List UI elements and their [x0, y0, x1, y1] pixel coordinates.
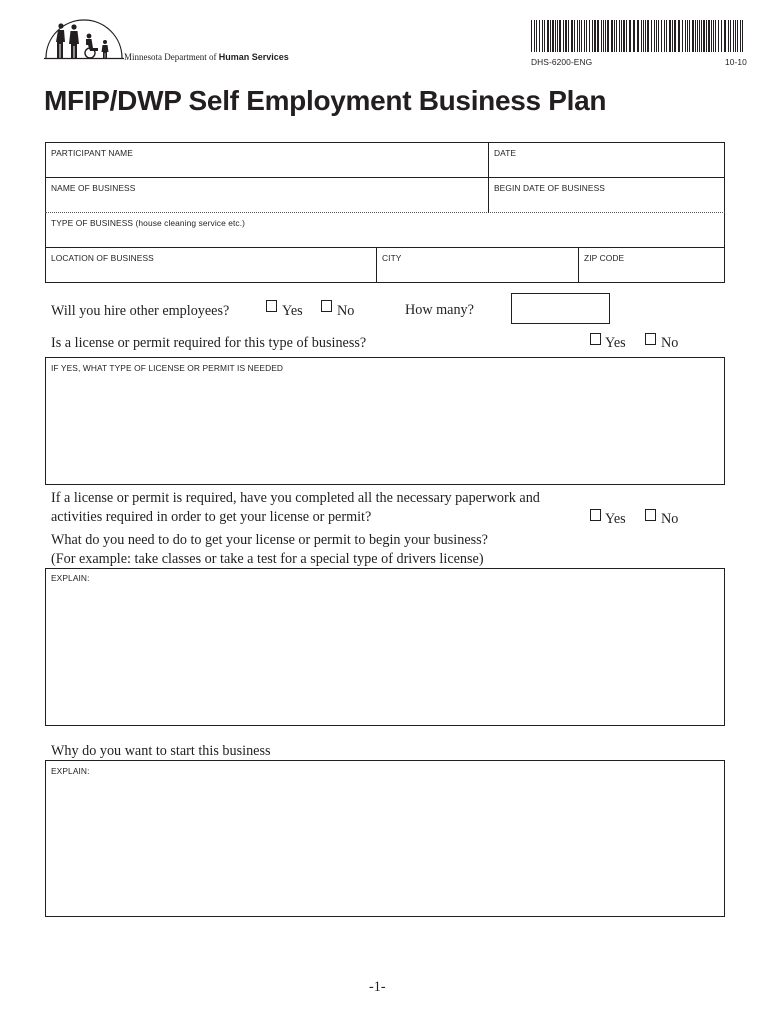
paperwork-no-label: No	[661, 511, 679, 527]
why-explain-label: EXPLAIN:	[51, 766, 90, 776]
paperwork-question-line2: activities required in order to get your license or permit?	[51, 509, 372, 525]
paperwork-no-checkbox[interactable]	[645, 509, 656, 521]
need-explain-label: EXPLAIN:	[51, 573, 90, 583]
license-no-checkbox[interactable]	[645, 333, 656, 345]
city-field[interactable]	[377, 248, 577, 282]
business-type-label: TYPE OF BUSINESS (house cleaning service etc.)	[51, 218, 246, 228]
barcode-icon	[531, 20, 745, 52]
date-label: DATE	[494, 148, 517, 158]
city-label: CITY	[382, 253, 402, 263]
dhs-logo-icon	[44, 18, 124, 64]
page-number: -1-	[369, 979, 386, 995]
hire-yes-checkbox[interactable]	[266, 300, 277, 312]
department-prefix: Minnesota Department of	[124, 52, 217, 62]
license-type-textarea[interactable]	[45, 357, 725, 485]
hire-no-checkbox[interactable]	[321, 300, 332, 312]
department-name	[124, 52, 289, 62]
license-question: Is a license or permit required for this type of business?	[51, 335, 367, 351]
department-bold: Human Services	[218, 52, 289, 62]
need-question-line1: What do you need to do to get your license or permit to begin your business?	[51, 532, 488, 548]
need-explain-textarea[interactable]	[45, 568, 725, 726]
location-label: LOCATION OF BUSINESS	[51, 253, 154, 263]
license-yes-label: Yes	[605, 335, 626, 351]
how-many-label: How many?	[405, 302, 474, 318]
hire-no-label: No	[337, 303, 355, 319]
form-code: DHS-6200-ENG	[531, 57, 593, 67]
license-no-label: No	[661, 335, 679, 351]
paperwork-yes-checkbox[interactable]	[590, 509, 601, 521]
hire-question: Will you hire other employees?	[51, 303, 230, 319]
form-date: 10-10	[725, 57, 747, 67]
participant-name-label: PARTICIPANT NAME	[51, 148, 133, 158]
license-yes-checkbox[interactable]	[590, 333, 601, 345]
license-type-label: IF YES, WHAT TYPE OF LICENSE OR PERMIT IS NEEDED	[51, 363, 284, 373]
why-question: Why do you want to start this business	[51, 743, 271, 759]
business-name-label: NAME OF BUSINESS	[51, 183, 136, 193]
page-title: MFIP/DWP Self Employment Business Plan	[44, 85, 607, 116]
dhs-logo	[44, 18, 124, 64]
paperwork-question-line1: If a license or permit is required, have you completed all the necessary paperwork and	[51, 490, 540, 506]
date-field[interactable]	[489, 143, 724, 176]
hire-yes-label: Yes	[282, 303, 303, 319]
zip-label: ZIP CODE	[584, 253, 625, 263]
begin-date-label: BEGIN DATE OF BUSINESS	[494, 183, 605, 193]
barcode	[531, 20, 745, 52]
need-question-line2: (For example: take classes or take a test for a special type of drivers license)	[51, 551, 484, 567]
why-explain-textarea[interactable]	[45, 760, 725, 917]
paperwork-yes-label: Yes	[605, 511, 626, 527]
how-many-input[interactable]	[511, 293, 610, 324]
